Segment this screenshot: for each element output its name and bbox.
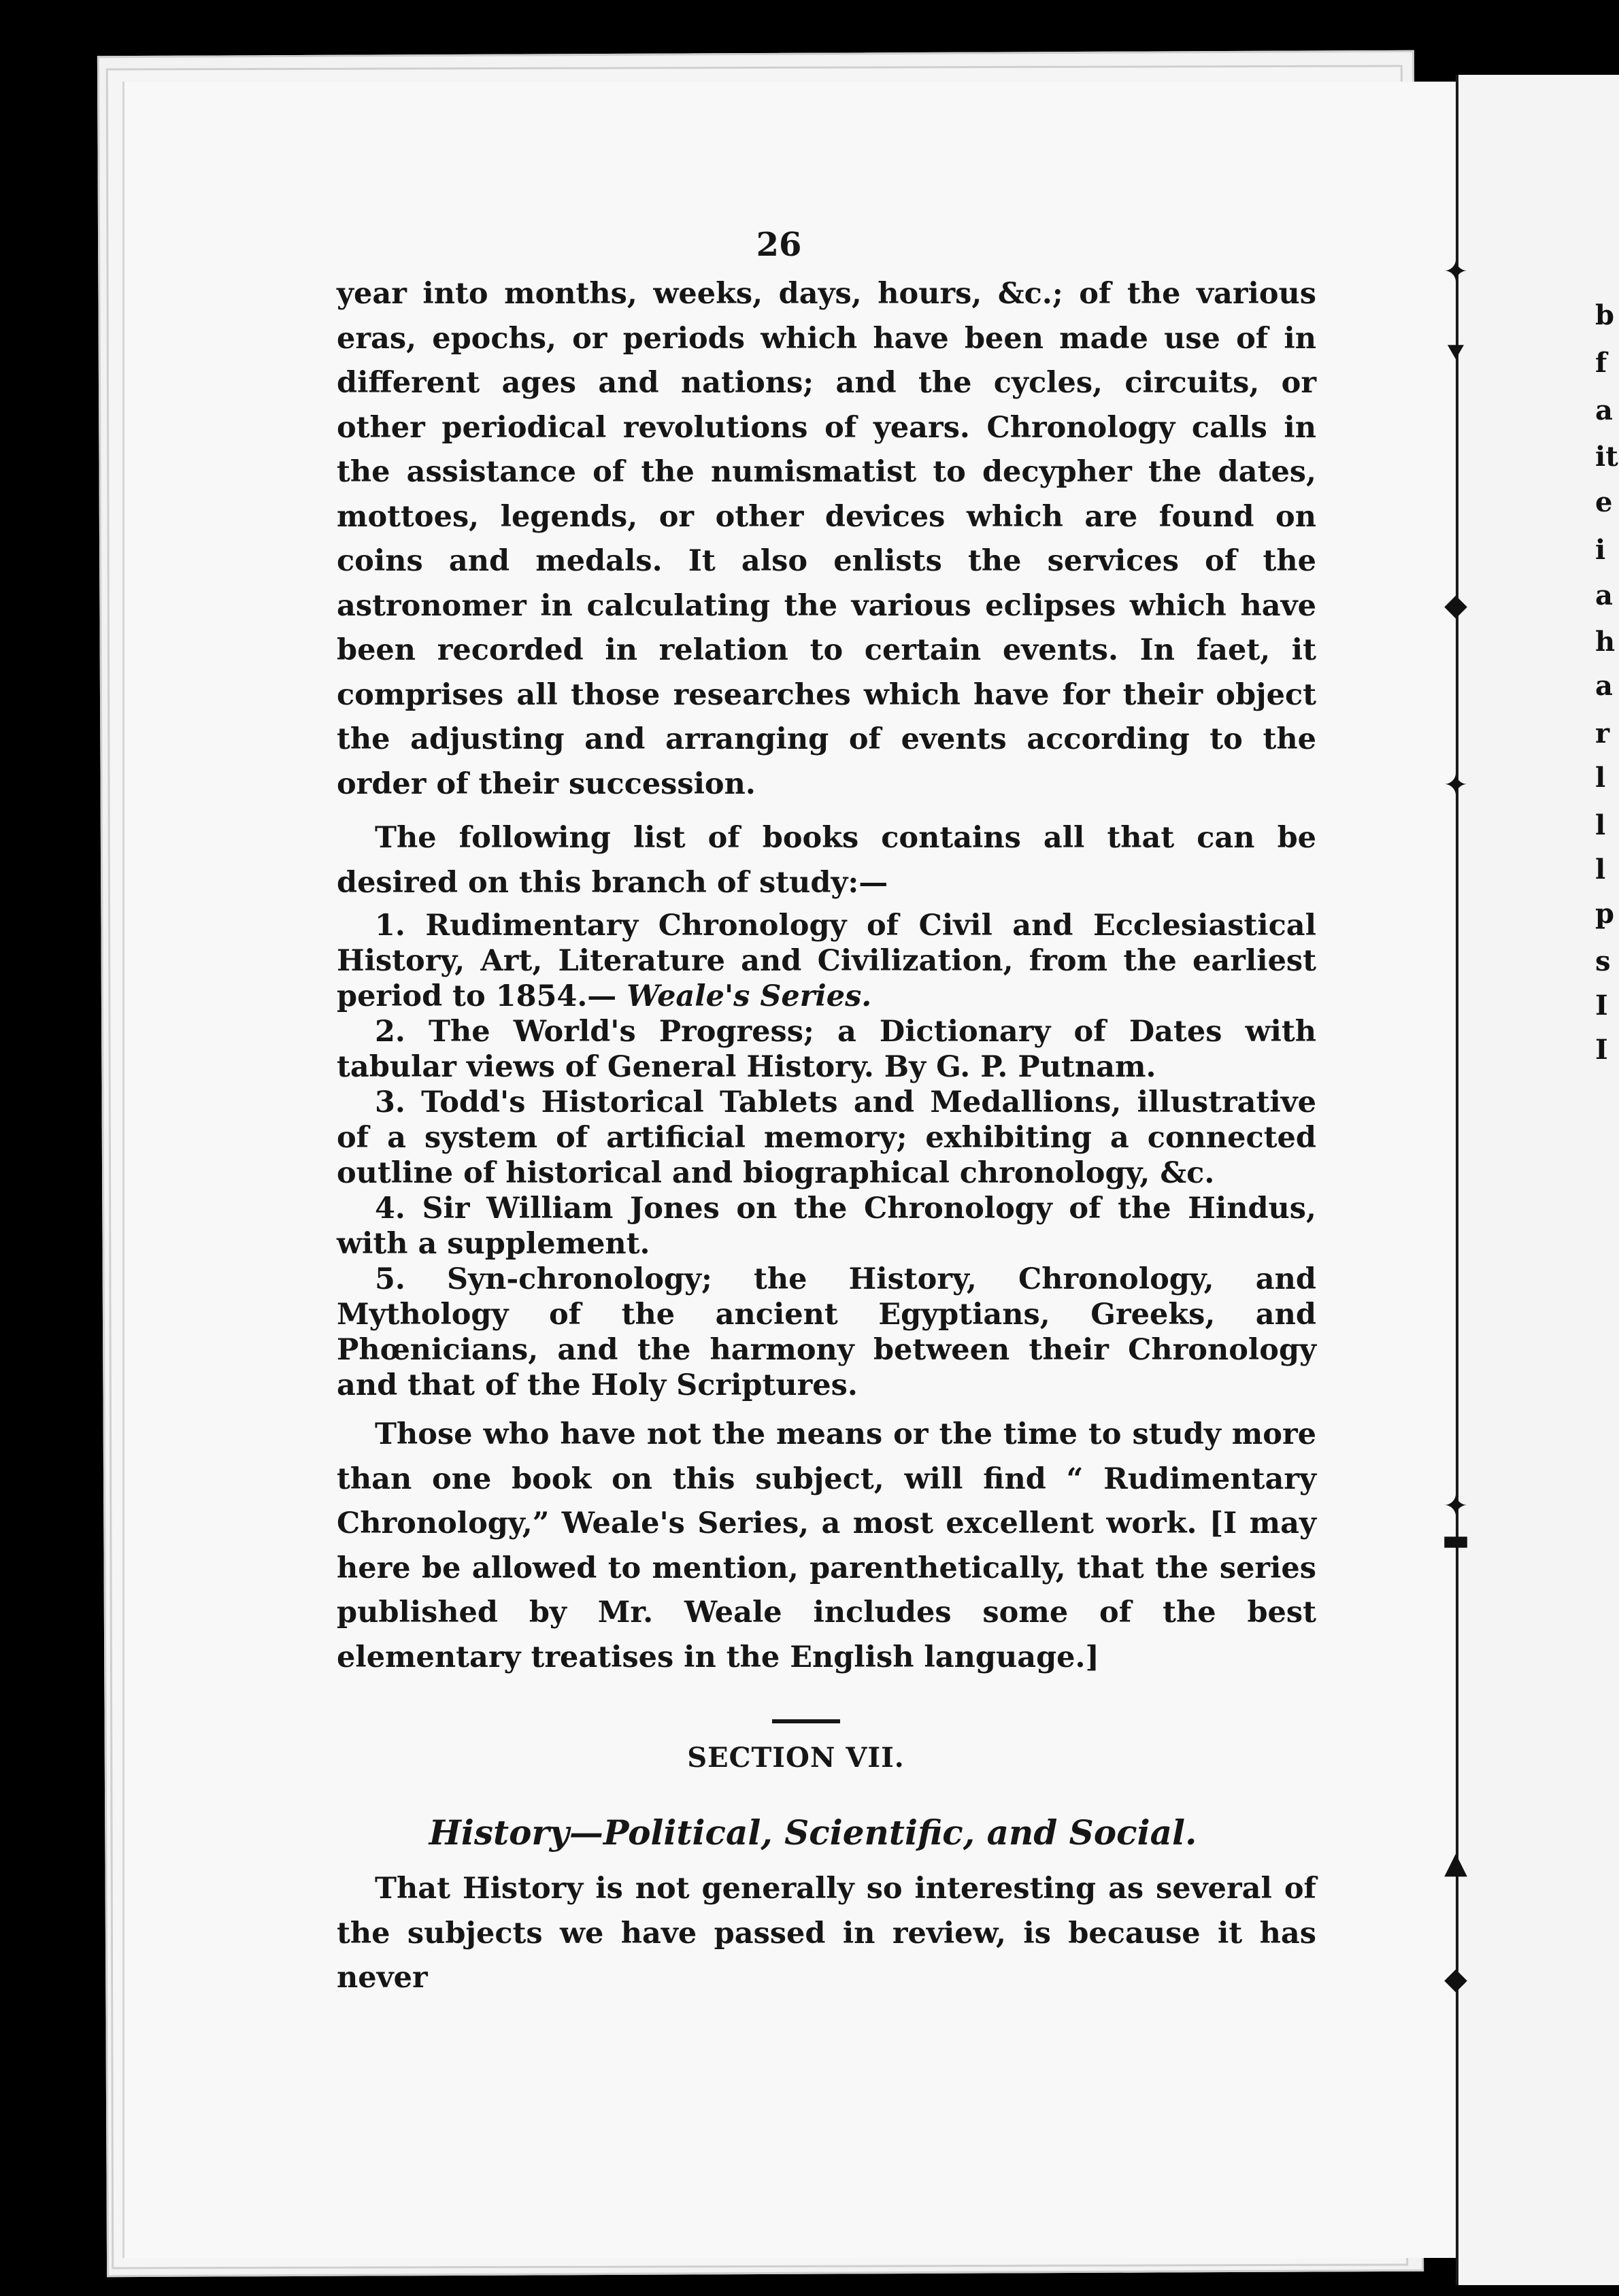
next-page-letter: I — [1595, 990, 1608, 1022]
list-intro-paragraph: The following list of books contains all that can be desired on this branch of study:— — [337, 821, 1316, 900]
binding-mark-icon: ◆ — [1444, 588, 1467, 622]
section-divider — [772, 1719, 840, 1723]
next-page-letter: r — [1595, 718, 1610, 749]
closing-paragraph: Those who have not the means or the time to study more than one book on this subject, will find “ Rudimentary Chronology,” Weale's Series, a most excellent work. [I may here be allowed to mention, parenthetically, that the series published by Mr. Weale includes some of the best elementary treatises in the English language.] — [337, 1417, 1316, 1674]
section-heading: SECTION VII. — [687, 1742, 905, 1774]
binding-mark-icon: ▬ — [1441, 1523, 1470, 1557]
binding-mark-icon: ✦ — [1443, 1489, 1469, 1523]
list-item: 4. Sir William Jones on the Chronology of the Hindus, with a supplement. — [337, 1192, 1316, 1261]
binding-mark-icon: ◆ — [1444, 1961, 1467, 1996]
next-page-letter: l — [1595, 854, 1606, 885]
list-item: 3. Todd's Historical Tablets and Medallions, illustrative of a system of artificial memory; exhibiting a connected outline of historical and biographical chronology, &c. — [337, 1085, 1316, 1190]
next-page-letter: e — [1595, 486, 1613, 518]
next-page-letter: s — [1595, 945, 1611, 977]
page-number: 26 — [756, 226, 802, 264]
next-page-letter: f — [1595, 347, 1607, 379]
next-page-letter: a — [1595, 579, 1613, 611]
section-title: History—Political, Scientific, and Social. — [429, 1812, 1197, 1853]
binding-mark-icon: ✦ — [1443, 768, 1469, 803]
page-text — [337, 224, 1316, 2001]
binding-mark-icon: ✦ — [1443, 254, 1469, 289]
list-item: 5. Syn-chronology; the History, Chronology, and Mythology of the ancient Egyptians, Greeks, and Phœnicians, and the harmony between their Chronology and that of the Holy Scriptures. — [337, 1262, 1316, 1402]
series-name: Weale's Series. — [627, 979, 872, 1013]
next-page-letter: i — [1595, 534, 1606, 566]
next-page-letter: a — [1595, 394, 1613, 426]
binding-mark-icon: ⯆ — [1443, 336, 1468, 371]
next-page-letter: h — [1595, 626, 1616, 658]
binding-mark-icon: ▲ — [1444, 1846, 1467, 1880]
continuation-paragraph: year into months, weeks, days, hours, &c.; of the various eras, epochs, or periods which have been made use of in different ages and nations; and the cycles, circuits, or other periodical revolutions of years. Chronology calls in the assistance of the numismatist to decypher the dates, mottoes, legends, or other devices which are found on coins and medals. It also enlists the services of the astronomer in calculating the various eclipses which have been recorded in relation to certain events. In faet, it comprises all those researches which have for their object the adjusting and arranging of events according to the order of their succession. — [337, 277, 1316, 801]
adjacent-page — [1456, 75, 1619, 2285]
next-page-letter: b — [1595, 299, 1614, 331]
next-page-letter: l — [1595, 762, 1606, 794]
list-item: 1. Rudimentary Chronology of Civil and Ecclesiastical History, Art, Literature and Civilization, from the earliest period to 1854.— Weale's Series. — [337, 909, 1316, 1013]
book-list — [337, 908, 1316, 1403]
next-page-letter: it — [1595, 441, 1618, 473]
next-page-letter: l — [1595, 809, 1606, 841]
next-page-letter: a — [1595, 670, 1613, 702]
list-item: 2. The World's Progress; a Dictionary of Dates with tabular views of General History. By G. P. Putnam. — [337, 1015, 1316, 1084]
next-page-letter: I — [1595, 1034, 1608, 1066]
section-opening-paragraph: That History is not generally so interesting as several of the subjects we have passed in review, is because it has never — [337, 1872, 1316, 1995]
next-page-letter: p — [1595, 898, 1614, 930]
